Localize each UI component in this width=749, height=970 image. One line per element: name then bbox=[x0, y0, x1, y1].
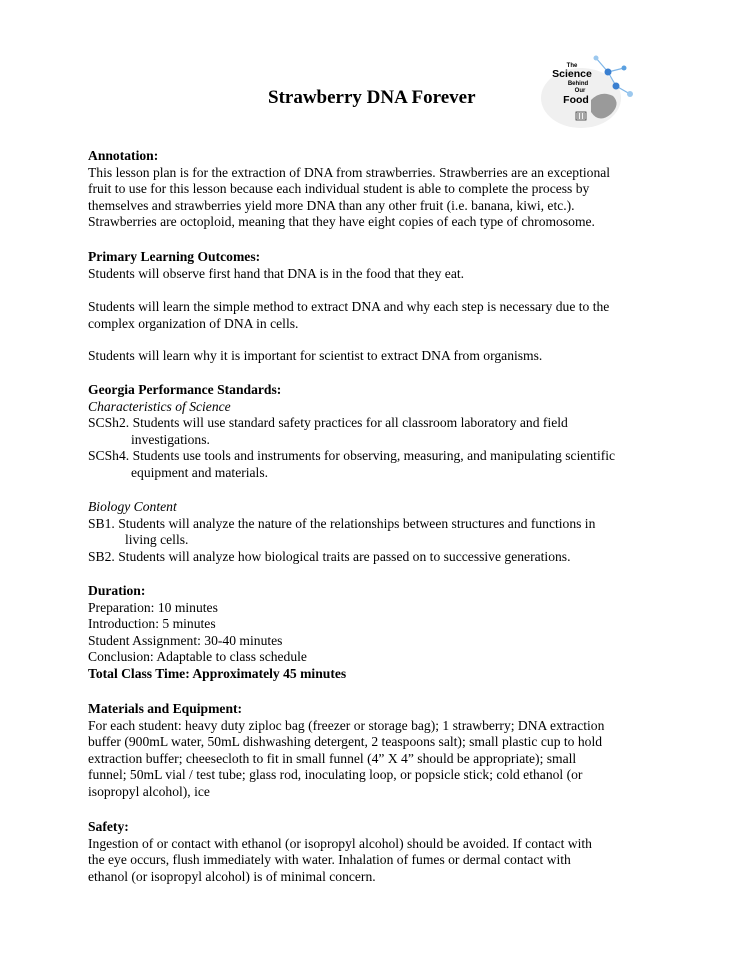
materials-line: isopropyl alcohol), ice bbox=[88, 783, 210, 799]
duration-heading: Duration: bbox=[88, 583, 146, 598]
biology-standards bbox=[88, 499, 698, 565]
duration-total: Total Class Time: Approximately 45 minutes bbox=[88, 665, 347, 681]
outcome-2-line: Students will learn the simple method to extract DNA and why each step is necessary due to the bbox=[88, 299, 610, 314]
annotation-line: themselves and strawberries yield more DNA than any other fruit (i.e. banana, kiwi, etc.). bbox=[88, 197, 575, 213]
page-title: Strawberry DNA Forever bbox=[268, 87, 476, 108]
science-behind-our-food-logo bbox=[536, 50, 636, 130]
logo-text-the: The bbox=[566, 63, 578, 69]
annotation-line: fruit to use for this lesson because each individual student is able to complete the process by bbox=[88, 181, 590, 197]
standard-scsh4: SCSh4. Students use tools and instruments for observing, measuring, and manipulating scientific bbox=[88, 448, 616, 464]
standard-scsh2-cont: investigations. bbox=[131, 431, 210, 447]
duration-conclusion: Conclusion: Adaptable to class schedule bbox=[88, 649, 307, 665]
safety-heading: Safety: bbox=[88, 819, 129, 834]
outcome-3-block bbox=[88, 348, 698, 365]
safety-line: the eye occurs, flush immediately with water. Inhalation of fumes or dermal contact with bbox=[88, 852, 571, 868]
standards-heading: Georgia Performance Standards: bbox=[88, 382, 282, 397]
materials-line: extraction buffer; cheesecloth to fit in small funnel (4” X 4” should be appropriate); small bbox=[88, 750, 577, 766]
logo-text-behind: Behind bbox=[567, 81, 589, 87]
safety-line: Ingestion of or contact with ethanol (or isopropyl alcohol) should be avoided. If contact with bbox=[88, 835, 592, 851]
duration-assignment: Student Assignment: 30-40 minutes bbox=[88, 632, 283, 648]
safety-section bbox=[88, 819, 698, 885]
outcomes-section bbox=[88, 249, 698, 282]
materials-line: funnel; 50mL vial / test tube; glass rod, inoculating loop, or popsicle stick; cold ethanol (or bbox=[88, 767, 583, 783]
logo-text-science: Science bbox=[552, 68, 592, 80]
annotation-section bbox=[88, 148, 698, 231]
standard-sb2: SB2. Students will analyze how biological traits are passed on to successive generations. bbox=[88, 548, 571, 564]
materials-section bbox=[88, 701, 698, 801]
annotation-heading: Annotation: bbox=[88, 148, 159, 163]
outcome-2-block bbox=[88, 299, 698, 332]
standard-sb1: SB1. Students will analyze the nature of the relationships between structures and functions in bbox=[88, 515, 596, 531]
safety-line: ethanol (or isopropyl alcohol) is of minimal concern. bbox=[88, 868, 376, 884]
logo-text-food: Food bbox=[563, 94, 589, 106]
standard-sb1-cont: living cells. bbox=[125, 532, 189, 548]
materials-line: For each student: heavy duty ziploc bag (freezer or storage bag); 1 strawberry; DNA extraction bbox=[88, 717, 605, 733]
materials-heading: Materials and Equipment: bbox=[88, 701, 243, 716]
standard-scsh4-cont: equipment and materials. bbox=[131, 464, 269, 480]
standard-scsh2: SCSh2. Students will use standard safety practices for all classroom laboratory and field bbox=[88, 415, 568, 431]
annotation-line: This lesson plan is for the extraction of DNA from strawberries. Strawberries are an exceptional bbox=[88, 164, 611, 180]
outcomes-heading: Primary Learning Outcomes: bbox=[88, 249, 261, 264]
logo-text-our: Our bbox=[574, 88, 586, 94]
standards-subheading-science: Characteristics of Science bbox=[88, 398, 231, 414]
outcome-3: Students will learn why it is important for scientist to extract DNA from organisms. bbox=[88, 348, 543, 363]
standards-subheading-biology: Biology Content bbox=[88, 499, 177, 514]
outcome-1: Students will observe first hand that DNA is in the food that they eat. bbox=[88, 265, 465, 281]
outcome-2-line: complex organization of DNA in cells. bbox=[88, 315, 299, 331]
standards-section bbox=[88, 382, 698, 482]
duration-section bbox=[88, 583, 698, 683]
materials-line: buffer (900mL water, 50mL dishwashing detergent, 2 teaspoons salt); small plastic cup to hold bbox=[88, 734, 603, 750]
duration-introduction: Introduction: 5 minutes bbox=[88, 616, 216, 632]
duration-preparation: Preparation: 10 minutes bbox=[88, 599, 218, 615]
annotation-line: Strawberries are octoploid, meaning that they have eight copies of each type of chromosome. bbox=[88, 214, 595, 230]
